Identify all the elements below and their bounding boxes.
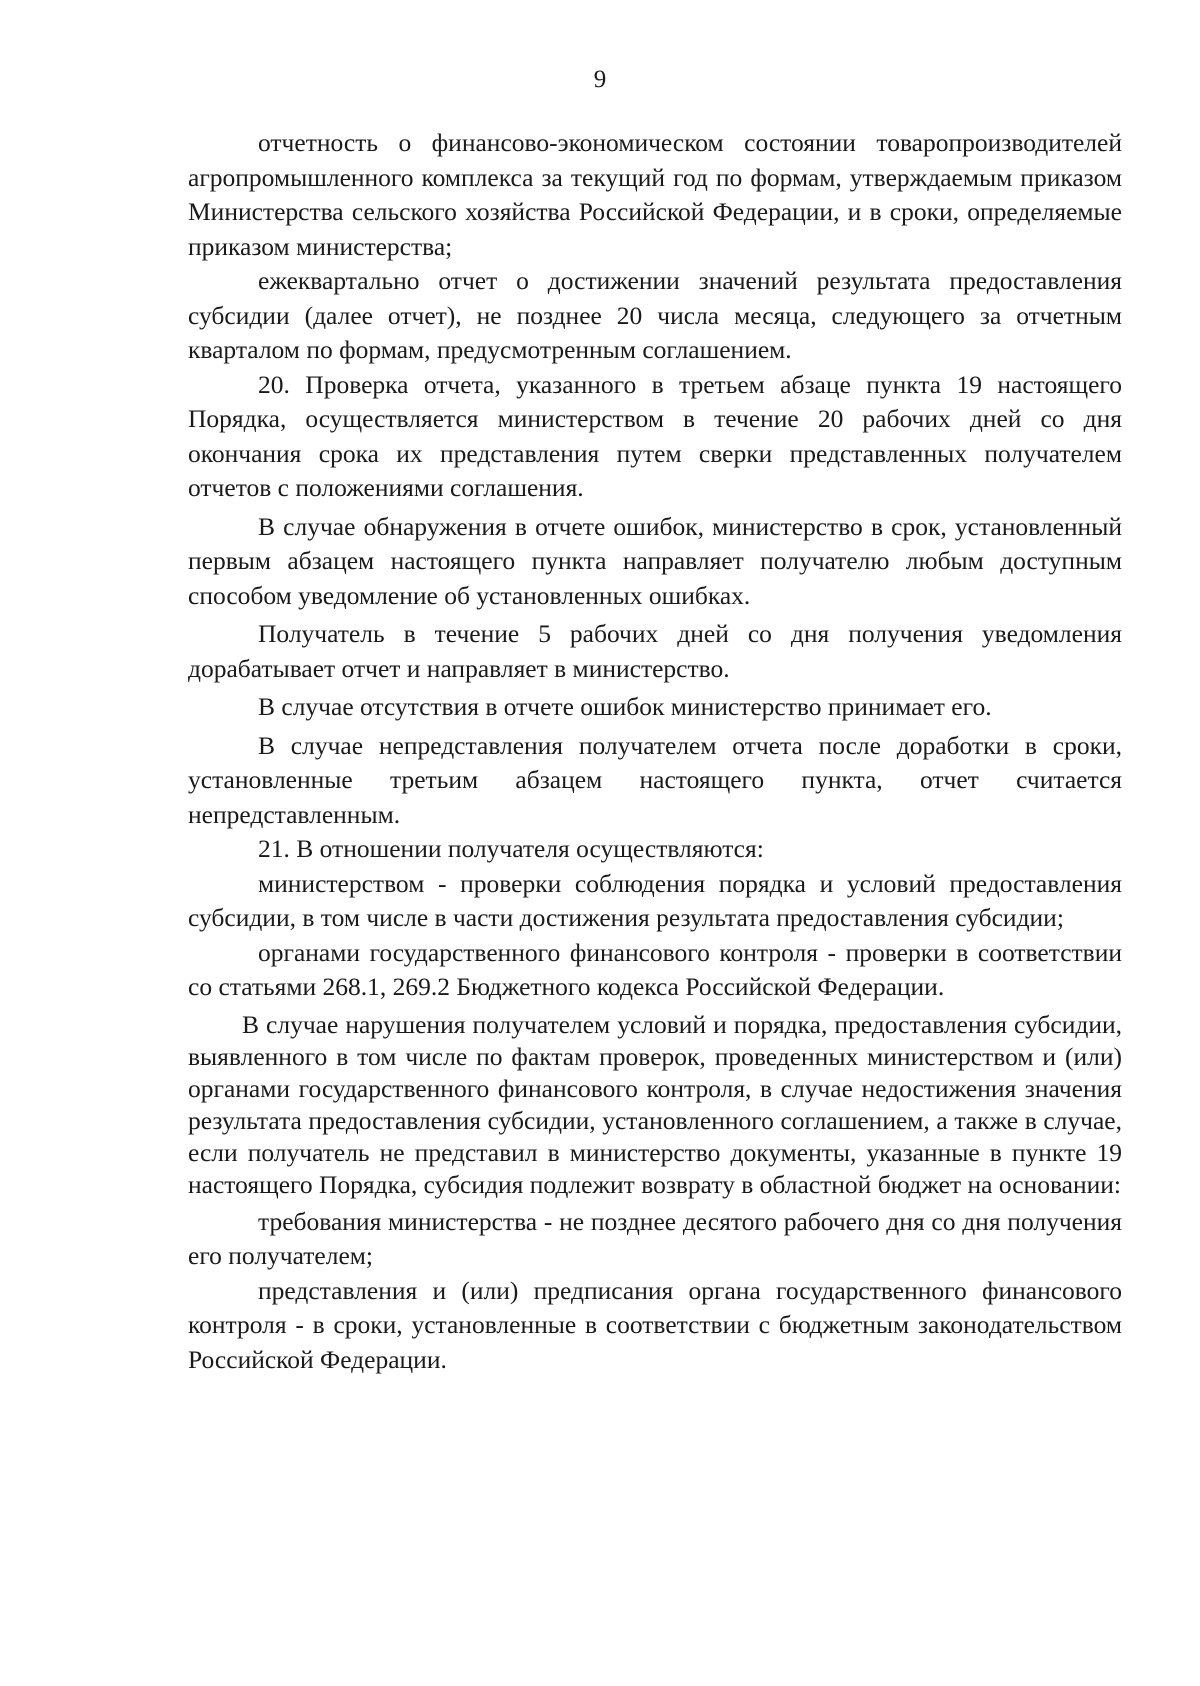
paragraph-errors-found: В случае обнаружения в отчете ошибок, министерство в срок, установленный первым абзацем настоящего пункта направляет получателю любым доступным способом уведомление об установленных ошибках.: [188, 511, 1122, 610]
paragraph-violation-return: В случае нарушения получателем условий и порядка, предоставления субсидии, выявленного в том числе по фактам проверок, проведенных министерством и (или) органами государственного финансового контроля, в случае недостижения значения результата предоставления субсидии, установленного соглашением, а также в случае, если получатель не представил в министерство документы, указанные в пункте 19 настоящего Порядка, субсидия подлежит возврату в областной бюджет на основании:: [188, 1009, 1122, 1199]
paragraph-ministry-demand: требования министерства - не позднее десятого рабочего дня со дня получения его получателем;: [188, 1206, 1122, 1270]
paragraph-control-order: представления и (или) предписания органа государственного финансового контроля - в сроки, установленные в соответствии с бюджетным законодательством Российской Федерации.: [188, 1275, 1122, 1374]
paragraph-item-21-heading: 21. В отношении получателя осуществляются:: [258, 834, 764, 863]
paragraph-item-20-verification: 20. Проверка отчета, указанного в третьем абзаце пункта 19 настоящего Порядка, осуществляется министерством в течение 20 рабочих дней со дня окончания срока их представления путем сверки представленных получателем отчетов с положениями соглашения.: [188, 369, 1122, 502]
paragraph-quarterly-report: ежеквартально отчет о достижении значений результата предоставления субсидии (далее отчет), не позднее 20 числа месяца, следующего за отчетным кварталом по формам, предусмотренным соглашением.: [188, 266, 1122, 364]
document-body: [188, 126, 1122, 1377]
paragraph-no-errors: В случае отсутствия в отчете ошибок министерство принимает его.: [258, 692, 992, 721]
paragraph-state-control-checks: органами государственного финансового контроля - проверки в соответствии со статьями 268.1, 269.2 Бюджетного кодекса Российской Федерации.: [188, 937, 1122, 1001]
paragraph-financial-reporting: отчетность о финансово-экономическом состоянии товаропроизводителей агропромышленного комплекса за текущий год по формам, утверждаемым приказом Министерства сельского хозяйства Российской Федерации, и в сроки, определяемые приказом министерства;: [188, 128, 1122, 261]
paragraph-ministry-checks: министерством - проверки соблюдения порядка и условий предоставления субсидии, в том числе в части достижения результата предоставления субсидии;: [188, 868, 1122, 932]
paragraph-not-submitted: В случае непредставления получателем отчета после доработки в сроки, установленные третьим абзацем настоящего пункта, отчет считается непредставленным.: [188, 730, 1122, 829]
page-number: 9: [593, 66, 607, 93]
paragraph-recipient-revision: Получатель в течение 5 рабочих дней со дня получения уведомления дорабатывает отчет и направляет в министерство.: [188, 619, 1122, 683]
